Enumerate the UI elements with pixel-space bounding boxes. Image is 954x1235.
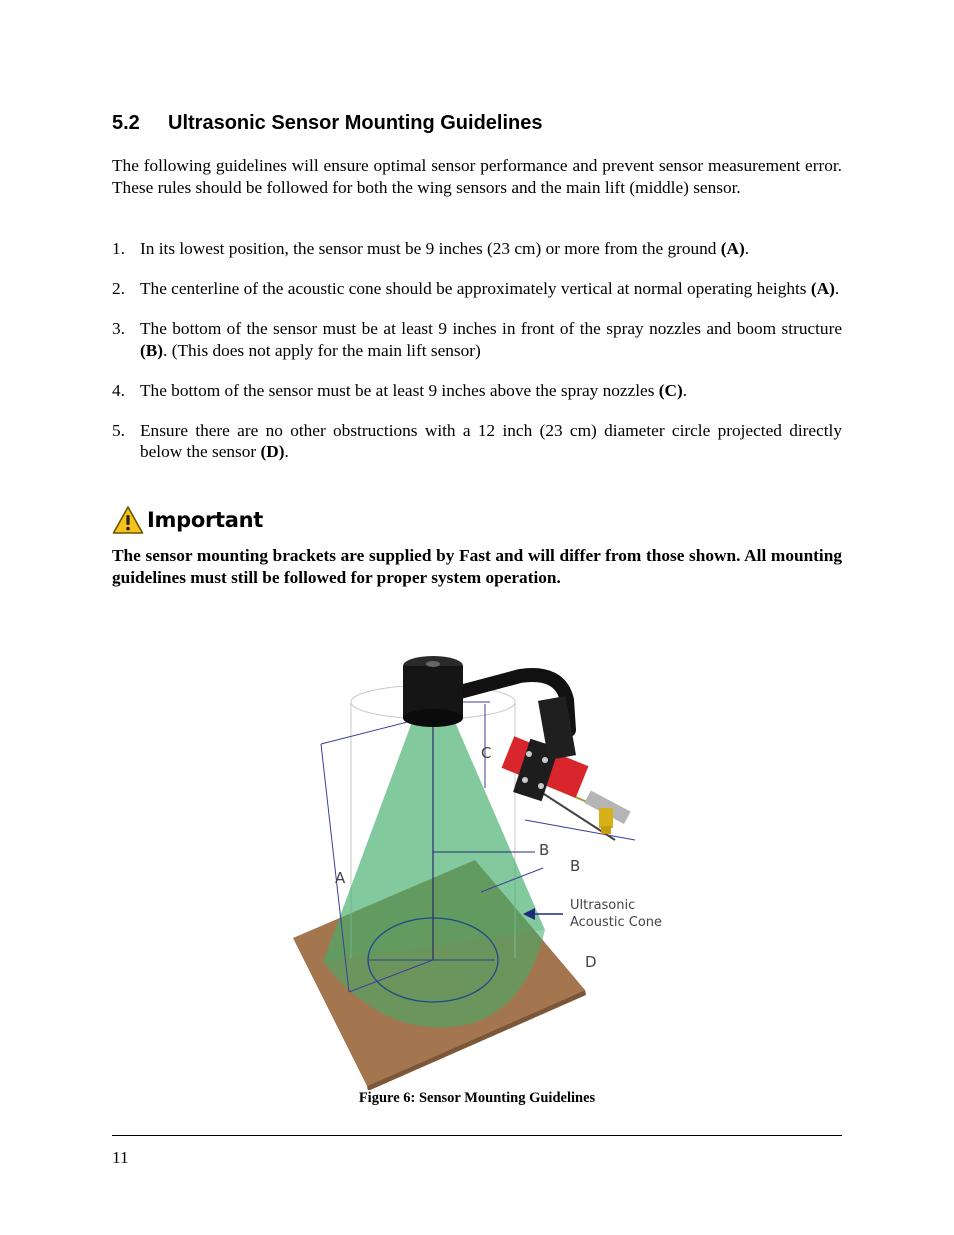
list-text: The bottom of the sensor must be at least 9 inches above the spray nozzles bbox=[140, 380, 659, 400]
warning-triangle-icon bbox=[112, 505, 144, 535]
ultrasonic-sensor bbox=[403, 656, 463, 727]
intro-paragraph: The following guidelines will ensure optimal sensor performance and prevent sensor measurement error. These rules should be followed for both the wing sensors and the main lift (middle) sensor. bbox=[112, 156, 842, 197]
list-text: Ensure there are no other obstructions with a 12 inch (23 cm) diameter circle projected directly below the sensor bbox=[140, 420, 842, 461]
important-label: Important bbox=[147, 508, 264, 532]
list-number: 3. bbox=[112, 319, 125, 338]
list-item bbox=[112, 318, 842, 361]
list-number: 5. bbox=[112, 420, 125, 440]
list-tail: . bbox=[744, 239, 750, 258]
list-number: 2. bbox=[112, 279, 125, 298]
list-text: The bottom of the sensor must be at least 9 inches in front of the spray nozzles and boom structure bbox=[140, 319, 842, 338]
list-number: 1. bbox=[112, 239, 125, 258]
list-ref: (C) bbox=[658, 380, 683, 400]
label-d: D bbox=[585, 953, 597, 971]
footer-divider bbox=[112, 1135, 842, 1136]
list-ref: (B) bbox=[140, 340, 164, 360]
label-a: A bbox=[335, 869, 346, 887]
list-ref: (A) bbox=[720, 239, 745, 258]
cone-note-line1: Ultrasonic bbox=[570, 898, 636, 913]
list-tail: . (This does not apply for the main lift sensor) bbox=[163, 340, 481, 360]
section-heading bbox=[112, 112, 542, 135]
list-number: 4. bbox=[112, 380, 125, 400]
list-item bbox=[112, 420, 842, 463]
list-item bbox=[112, 238, 842, 260]
sensor-mounting-figure bbox=[285, 640, 685, 1090]
figure-caption: Figure 6: Sensor Mounting Guidelines bbox=[358, 1090, 596, 1106]
list-ref: (D) bbox=[260, 442, 285, 461]
list-item bbox=[112, 278, 842, 300]
important-callout bbox=[112, 503, 263, 537]
spray-nozzle bbox=[599, 808, 613, 828]
list-tail: . bbox=[682, 380, 688, 400]
label-b1: B bbox=[539, 841, 550, 859]
guidelines-list bbox=[112, 238, 842, 481]
list-ref: (A) bbox=[810, 279, 835, 298]
list-text: The centerline of the acoustic cone should be approximately vertical at normal operating heights bbox=[140, 279, 811, 298]
label-c: C bbox=[481, 744, 492, 762]
list-tail: . bbox=[284, 442, 289, 461]
section-number: 5.2 bbox=[112, 112, 140, 134]
list-item bbox=[112, 380, 842, 402]
section-title: Ultrasonic Sensor Mounting Guidelines bbox=[168, 112, 543, 134]
important-notice: The sensor mounting brackets are supplied by Fast and will differ from those shown. All mounting guidelines must still be followed for proper system operation. bbox=[112, 546, 842, 587]
cone-note-line2: Acoustic Cone bbox=[570, 915, 663, 930]
list-text: In its lowest position, the sensor must be 9 inches (23 cm) or more from the ground bbox=[140, 239, 721, 258]
label-b2: B bbox=[570, 857, 581, 875]
list-tail: . bbox=[834, 279, 840, 298]
page-number: 11 bbox=[112, 1148, 129, 1167]
